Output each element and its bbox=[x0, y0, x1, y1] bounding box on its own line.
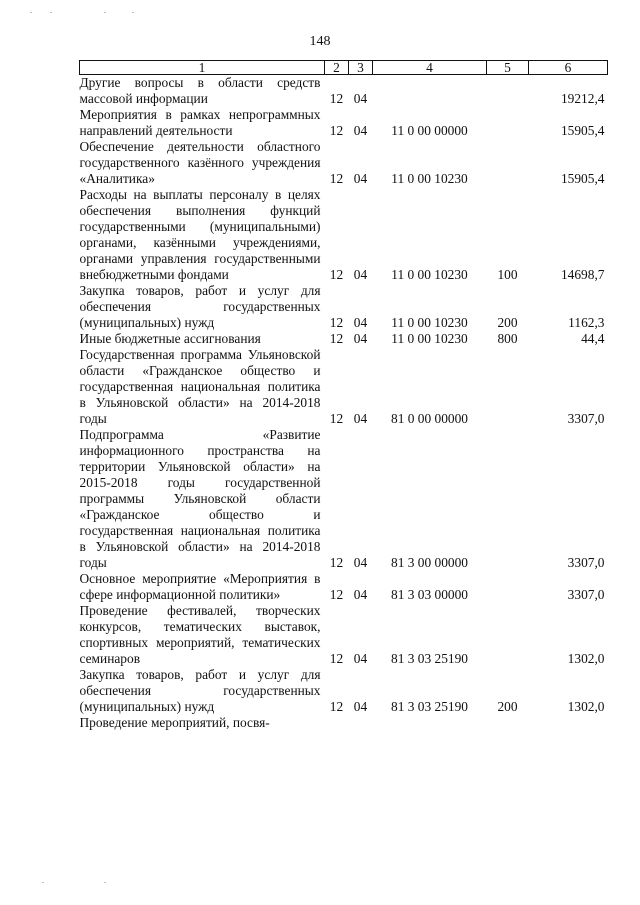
row-target-item: 81 3 03 25190 bbox=[391, 651, 468, 666]
row-section: 12 bbox=[329, 315, 344, 330]
column-header-4: 4 bbox=[373, 61, 487, 75]
row-subsection: 04 bbox=[353, 91, 368, 106]
row-target-item bbox=[373, 75, 487, 108]
row-amount: 3307,0 bbox=[567, 587, 605, 602]
row-section: 12 bbox=[329, 651, 344, 666]
row-name: Проведение мероприятий, посвя- bbox=[79, 715, 270, 730]
table-row bbox=[80, 571, 608, 603]
row-target-item: 11 0 00 10230 bbox=[391, 331, 468, 346]
scan-speck bbox=[50, 12, 52, 13]
row-target-item bbox=[373, 715, 487, 731]
column-header-5: 5 bbox=[487, 61, 529, 75]
row-amount bbox=[529, 715, 608, 731]
row-expense-type bbox=[487, 603, 529, 667]
row-subsection: 04 bbox=[353, 699, 368, 714]
table-row bbox=[80, 667, 608, 715]
row-section bbox=[325, 715, 349, 731]
scan-speck bbox=[42, 882, 44, 883]
row-amount: 14698,7 bbox=[560, 267, 605, 282]
row-name: Основное мероприятие «Мероприятия в сфере информационной политики» bbox=[79, 571, 321, 602]
row-subsection: 04 bbox=[353, 171, 368, 186]
table-row bbox=[80, 603, 608, 667]
row-expense-type bbox=[487, 427, 529, 571]
row-name: Закупка товаров, работ и услуг для обеспечения государственных (муниципальных) нужд bbox=[79, 283, 321, 330]
table-row bbox=[80, 187, 608, 283]
row-subsection bbox=[349, 715, 373, 731]
row-target-item: 11 0 00 10230 bbox=[391, 267, 468, 282]
row-name: Подпрограмма «Развитие информационного пространства на территории Ульяновской области» на 2015-2018 годы государственной программы Ульяновской области «Гражданское общество и государственная национальная политика в Ульяновской области» на 2014-2018 годы bbox=[79, 427, 321, 570]
row-subsection: 04 bbox=[353, 587, 368, 602]
table-header-row bbox=[80, 61, 608, 75]
table-row bbox=[80, 715, 608, 731]
page-number: 148 bbox=[309, 34, 331, 49]
row-subsection: 04 bbox=[353, 651, 368, 666]
row-name: Обеспечение деятельности областного государственного казённого учреждения «Аналитика» bbox=[79, 139, 321, 186]
row-amount: 1302,0 bbox=[567, 699, 605, 714]
row-section: 12 bbox=[329, 91, 344, 106]
row-section: 12 bbox=[329, 267, 344, 282]
row-target-item: 81 3 00 00000 bbox=[391, 555, 468, 570]
row-expense-type bbox=[487, 107, 529, 139]
row-amount: 3307,0 bbox=[567, 555, 605, 570]
row-subsection: 04 bbox=[353, 411, 368, 426]
column-header-1: 1 bbox=[80, 61, 325, 75]
table-row bbox=[80, 283, 608, 331]
row-section: 12 bbox=[329, 555, 344, 570]
table-row bbox=[80, 347, 608, 427]
row-expense-type: 100 bbox=[497, 267, 518, 282]
table-row bbox=[80, 427, 608, 571]
row-amount: 1162,3 bbox=[568, 315, 605, 330]
row-name: Другие вопросы в области средств массовой информации bbox=[79, 75, 321, 106]
column-header-3: 3 bbox=[349, 61, 373, 75]
scan-speck bbox=[132, 12, 134, 13]
row-expense-type bbox=[487, 139, 529, 187]
row-expense-type bbox=[487, 571, 529, 603]
row-amount: 15905,4 bbox=[560, 123, 605, 138]
row-expense-type: 200 bbox=[497, 699, 518, 714]
row-target-item: 11 0 00 10230 bbox=[391, 171, 468, 186]
column-header-2: 2 bbox=[325, 61, 349, 75]
row-target-item: 11 0 00 00000 bbox=[391, 123, 468, 138]
row-amount: 19212,4 bbox=[560, 91, 605, 106]
table-row bbox=[80, 139, 608, 187]
table-row bbox=[80, 107, 608, 139]
row-expense-type bbox=[487, 715, 529, 731]
row-subsection: 04 bbox=[353, 331, 368, 346]
row-section: 12 bbox=[329, 699, 344, 714]
row-name: Мероприятия в рамках непрограммных направлений деятельности bbox=[79, 107, 321, 138]
row-section: 12 bbox=[329, 587, 344, 602]
column-header-6: 6 bbox=[529, 61, 608, 75]
row-amount: 15905,4 bbox=[560, 171, 605, 186]
row-section: 12 bbox=[329, 331, 344, 346]
row-name: Иные бюджетные ассигнования bbox=[79, 331, 261, 346]
scan-speck bbox=[30, 12, 32, 13]
row-subsection: 04 bbox=[353, 267, 368, 282]
row-expense-type bbox=[487, 75, 529, 108]
row-section: 12 bbox=[329, 411, 344, 426]
scan-speck bbox=[104, 12, 106, 13]
row-subsection: 04 bbox=[353, 123, 368, 138]
row-target-item: 11 0 00 10230 bbox=[391, 315, 468, 330]
row-section: 12 bbox=[329, 123, 344, 138]
row-target-item: 81 3 03 00000 bbox=[391, 587, 468, 602]
row-expense-type: 800 bbox=[497, 331, 518, 346]
table-row bbox=[80, 331, 608, 347]
row-name: Расходы на выплаты персоналу в целях обеспечения выполнения функций государственными (муниципальными) органами, казёнными учреждениями, органами управления государственными внебюджетными фондами bbox=[79, 187, 321, 282]
row-expense-type bbox=[487, 347, 529, 427]
budget-table bbox=[79, 60, 608, 731]
row-name: Государственная программа Ульяновской области «Гражданское общество и государственная национальная политика в Ульяновской области» на 2014-2018 годы bbox=[79, 347, 321, 426]
row-target-item: 81 0 00 00000 bbox=[391, 411, 468, 426]
row-section: 12 bbox=[329, 171, 344, 186]
table-row bbox=[80, 75, 608, 108]
row-amount: 1302,0 bbox=[567, 651, 605, 666]
row-name: Проведение фестивалей, творческих конкурсов, тематических выставок, спортивных мероприятий, тематических семинаров bbox=[79, 603, 321, 666]
row-name: Закупка товаров, работ и услуг для обеспечения государственных (муниципальных) нужд bbox=[79, 667, 321, 714]
scan-speck bbox=[104, 882, 106, 883]
row-subsection: 04 bbox=[353, 315, 368, 330]
row-amount: 3307,0 bbox=[567, 411, 605, 426]
row-subsection: 04 bbox=[353, 555, 368, 570]
row-expense-type: 200 bbox=[497, 315, 518, 330]
row-amount: 44,4 bbox=[581, 331, 605, 346]
row-target-item: 81 3 03 25190 bbox=[391, 699, 468, 714]
